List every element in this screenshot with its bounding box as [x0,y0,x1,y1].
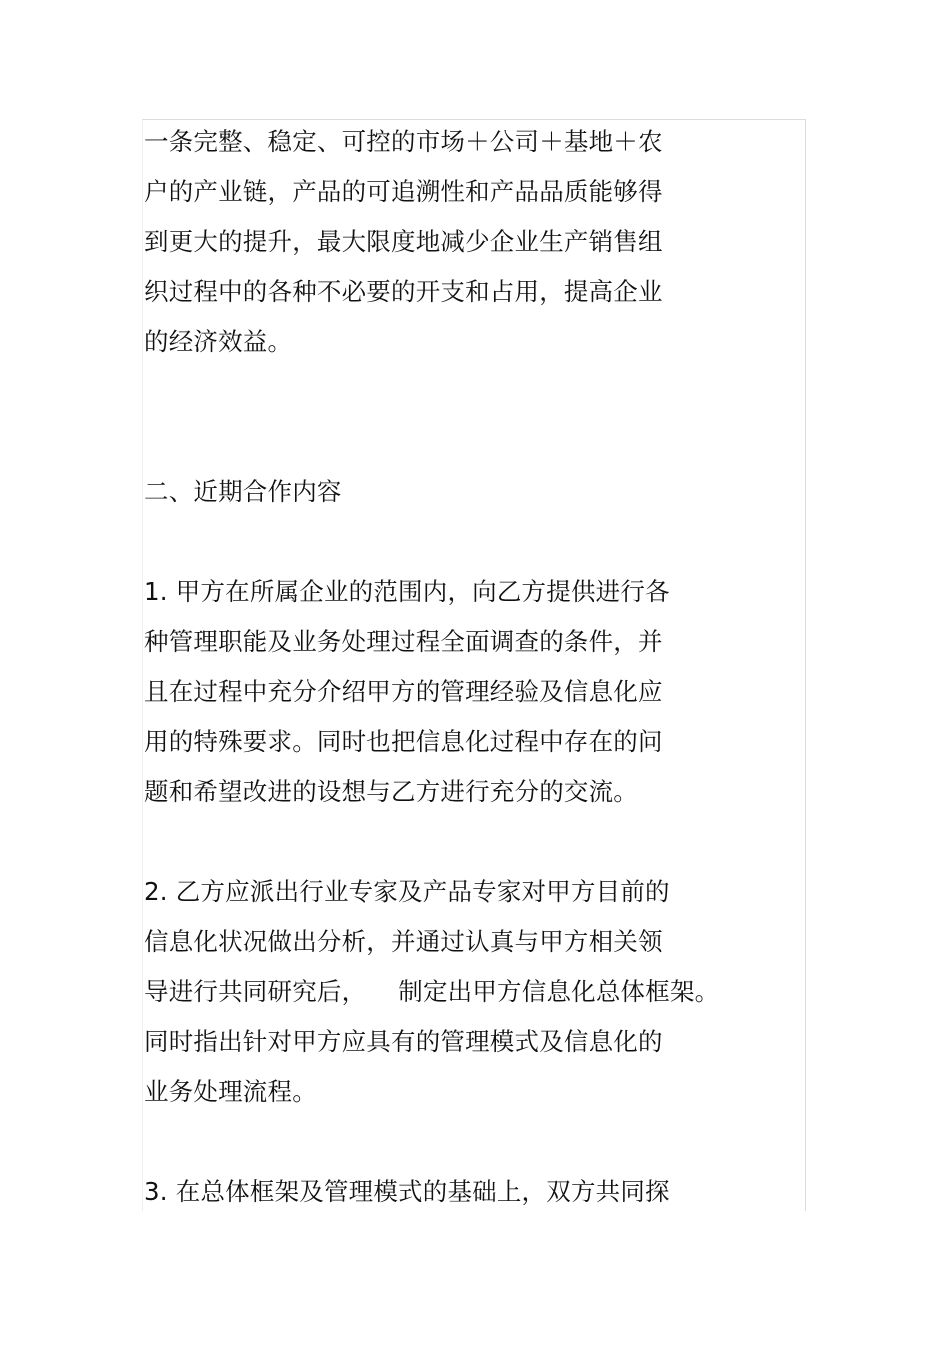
list-item-line: 用的特殊要求。同时也把信息化过程中存在的问 [144,727,663,756]
list-item-line: 且在过程中充分介绍甲方的管理经验及信息化应 [144,677,663,706]
section-heading: 二、近期合作内容 [144,477,342,506]
paragraph-line: 织过程中的各种不必要的开支和占用，提高企业 [144,277,663,306]
list-item-line: 3. 在总体框架及管理模式的基础上，双方共同探 [144,1177,670,1206]
list-item-line: 题和希望改进的设想与乙方进行充分的交流。 [144,777,638,806]
list-item-line: 信息化状况做出分析，并通过认真与甲方相关领 [144,927,663,956]
list-item-line: 业务处理流程。 [144,1077,317,1106]
paragraph-line: 户的产业链，产品的可追溯性和产品品质能够得 [144,177,663,206]
list-item-line: 种管理职能及业务处理过程全面调查的条件，并 [144,627,663,656]
paragraph-line: 的经济效益。 [144,327,293,356]
list-item-line: 导进行共同研究后， 制定出甲方信息化总体框架。 [144,977,720,1006]
list-item-line: 2. 乙方应派出行业专家及产品专家对甲方目前的 [144,877,670,906]
paragraph-line: 一条完整、稳定、可控的市场＋公司＋基地＋农 [144,127,663,156]
list-item-line: 1. 甲方在所属企业的范围内，向乙方提供进行各 [144,577,670,606]
list-item-line: 同时指出针对甲方应具有的管理模式及信息化的 [144,1027,663,1056]
paragraph-line: 到更大的提升，最大限度地减少企业生产销售组 [144,227,663,256]
